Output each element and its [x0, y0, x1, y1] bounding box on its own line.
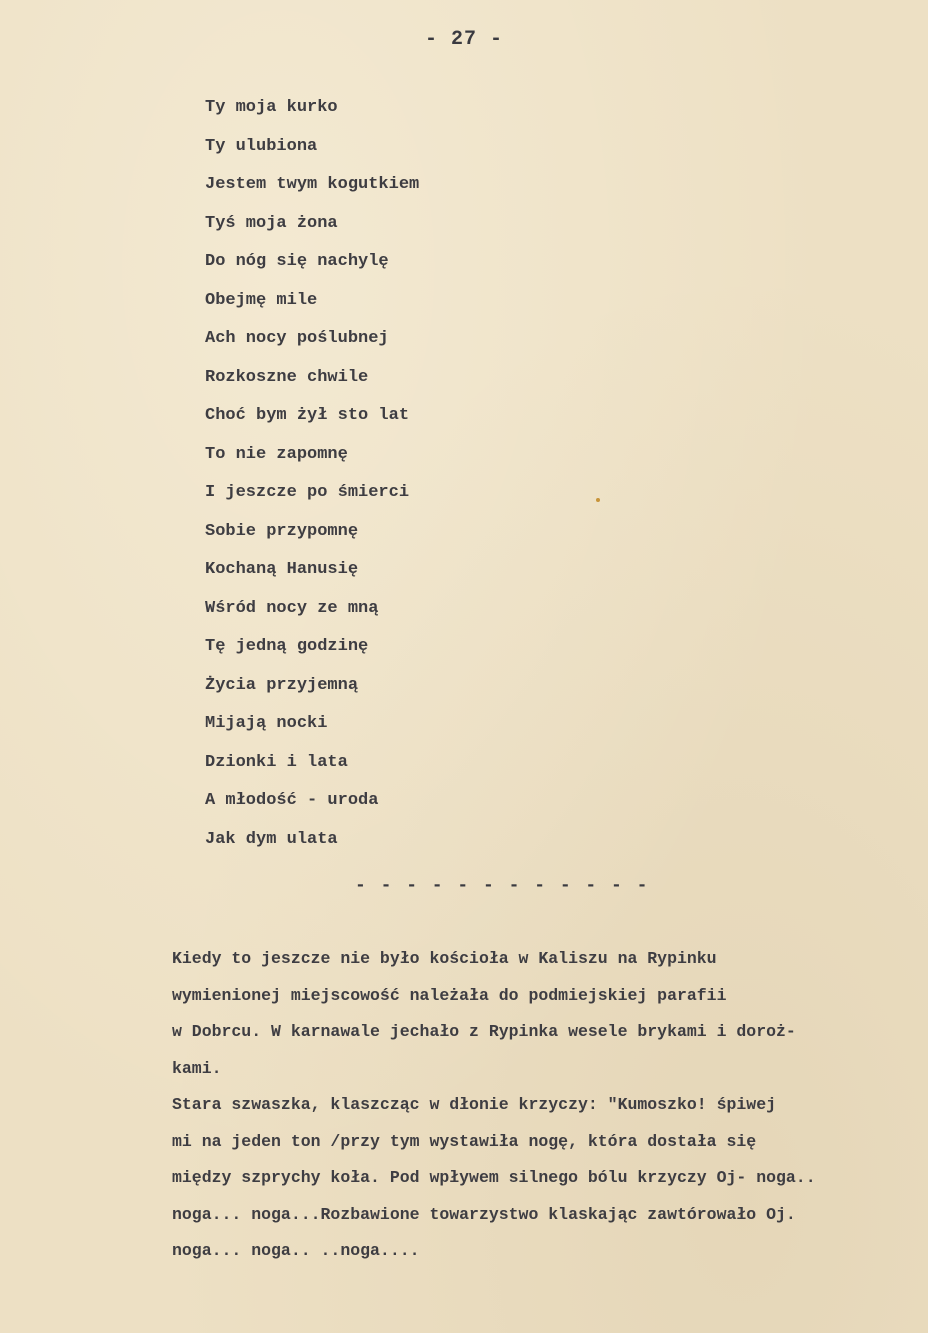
prose-paragraph [172, 945, 907, 1274]
poem-line: To nie zapomnę [205, 444, 348, 464]
poem-line: Wśród nocy ze mną [205, 598, 379, 618]
poem-line: Choć bym żył sto lat [205, 406, 410, 425]
prose-line: noga... noga...Rozbawione towarzystwo klaskając zawtórowało Oj. [172, 1204, 796, 1224]
paper-speck [596, 498, 600, 502]
poem-line: Jak dym ulata [205, 829, 338, 849]
poem-line: Ach nocy poślubnej [205, 329, 389, 348]
poem [205, 95, 419, 865]
section-separator: - - - - - - - - - - - - [355, 876, 650, 896]
poem-line: Jestem twym kogutkiem [205, 175, 420, 194]
poem-line: Rozkoszne chwile [205, 367, 369, 387]
poem-line: Mijają nocki [205, 714, 328, 733]
poem-line: Obejmę mile [205, 290, 318, 310]
prose-line: kami. [172, 1058, 222, 1078]
poem-line: Ty moja kurko [205, 98, 338, 117]
poem-line: I jeszcze po śmierci [205, 483, 410, 502]
poem-line: Tę jedną godzinę [205, 637, 369, 656]
prose-line: w Dobrcu. W karnawale jechało z Rypinka wesele brykami i doroż- [172, 1022, 796, 1041]
poem-line: Sobie przypomnę [205, 521, 359, 541]
prose-line: noga... noga.. ..noga.... [172, 1241, 420, 1260]
prose-line: Stara szwaszka, klaszcząc w dłonie krzyczy: "Kumoszko! śpiwej [172, 1095, 776, 1114]
poem-line: Ty ulubiona [205, 136, 318, 156]
poem-line: A młodość - uroda [205, 791, 379, 810]
page-number: - 27 - [424, 28, 503, 51]
prose-line: mi na jeden ton /przy tym wystawiła nogę, która dostała się [172, 1131, 757, 1151]
poem-line: Kochaną Hanusię [205, 560, 359, 579]
poem-line: Dzionki i lata [205, 752, 348, 772]
prose-line: wymienionej miejscowość należała do podmiejskiej parafii [172, 985, 727, 1005]
poem-line: Życia przyjemną [205, 675, 359, 695]
poem-line: Tyś moja żona [205, 213, 338, 233]
prose-line: Kiedy to jeszcze nie było kościoła w Kaliszu na Rypinku [172, 949, 717, 968]
poem-line: Do nóg się nachylę [205, 252, 389, 271]
prose-line: między szprychy koła. Pod wpływem silnego bólu krzyczy Oj- noga.. [172, 1168, 816, 1187]
